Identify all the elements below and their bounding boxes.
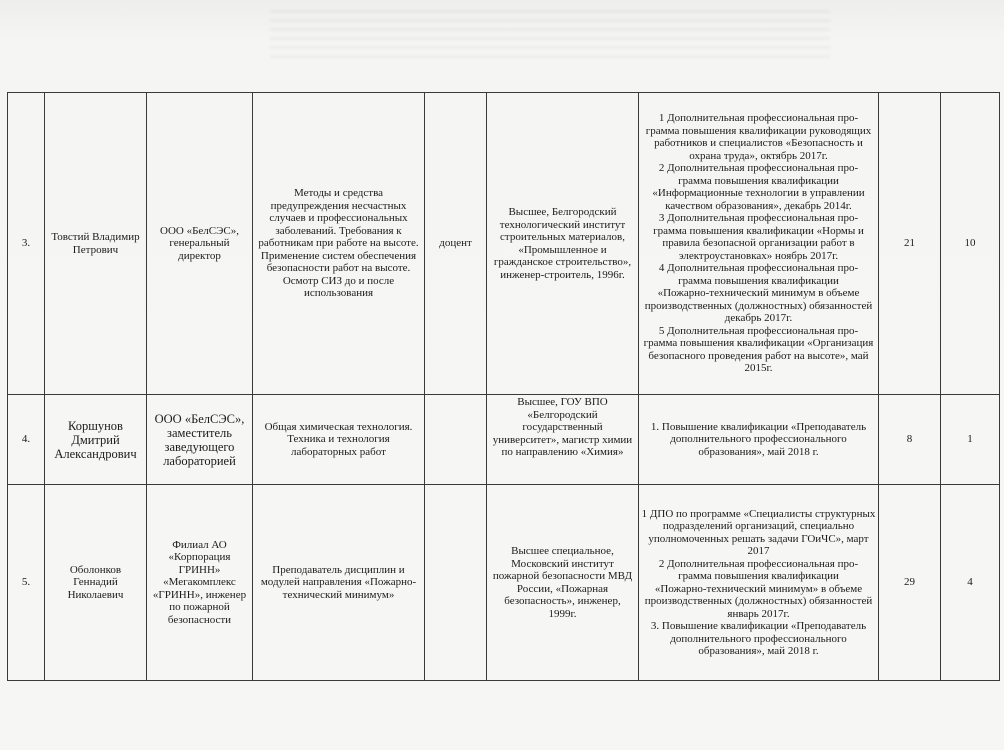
- workplace-position: ООО «БелСЭС», генеральный директор: [147, 93, 253, 395]
- teacher-name: Коршунов Дмитрий Александрович: [45, 395, 147, 485]
- teaching-experience: 10: [941, 93, 1000, 395]
- disciplines: Методы и средства предупреждения несчастных случаев и профессиональных заболеваний. Требования к работникам при работе на высоте. Применение систем обеспечения безопасности работ на высоте. Осмотр СИЗ до и после использования: [253, 93, 425, 395]
- qualification-upgrades: [639, 485, 879, 681]
- education: Высшее, ГОУ ВПО «Белгородский государственный университет», магистр химии по направлению «Химия»: [487, 395, 639, 485]
- academic-title: доцент: [425, 93, 487, 395]
- qualification-upgrades: [639, 395, 879, 485]
- qualification-text: 1. Повышение квалификации «Преподаватель дополнительного профессионального образования», май 2018 г.: [650, 420, 867, 458]
- table-row: [8, 485, 1000, 681]
- workplace-position: Филиал АО «Корпорация ГРИНН» «Мегакомплекс «ГРИНН», инженер по пожарной безопасности: [147, 485, 253, 681]
- teaching-experience: 4: [941, 485, 1000, 681]
- teacher-name: Оболонков Геннадий Николаевич: [45, 485, 147, 681]
- total-experience: 8: [879, 395, 941, 485]
- row-number: 5.: [8, 485, 45, 681]
- workplace-position: ООО «БелСЭС», заместитель заведующего лабораторией: [147, 395, 253, 485]
- staff-table: [7, 92, 1000, 681]
- education: Высшее специальное, Московский институт пожарной безопасности МВД России, «Пожарная безопасность», инженер, 1999г.: [487, 485, 639, 681]
- qualification-text: 1 Дополнительная профессиональная про- грамма повышения квалификации руководящих работников и специалистов «Безопасность и охрана труда», октябрь 2017г. 2 Дополнительная профессиональная про- грамма повышения квалификации «Информационные технологии в управлении качеством образования», декабрь 2014г. 3 Дополнительная профессиональная про- грамма повышения квалификации «Нормы и правила безопасной организации работ в электроустановках» ноябрь 2017г. 4 Дополнительная профессиональная про- грамма повышения квалификации «Пожарно-технический минимум в объеме производственных (должностных) обязанностей декабрь 2017г. 5 Дополнительная профессиональная про- грамма повышения квалификации «Организация безопасного проведения работ на высоте», май 2015г.: [643, 112, 874, 375]
- disciplines: Общая химическая технология. Техника и технология лабораторных работ: [253, 395, 425, 485]
- academic-title: [425, 395, 487, 485]
- education: Высшее, Белгородский технологический институт строительных материалов, «Промышленное и гражданское строительство», инженер-строитель, 1996г.: [487, 93, 639, 395]
- table-row: [8, 395, 1000, 485]
- qualification-text: 1 ДПО по программе «Специалисты структурных подразделений организаций, специально уполномоченных решать задачи ГОиЧС», март 2017 2 Дополнительная профессиональная про- грамма повышения квалификации «Пожарно-технический минимум» в объеме производственных (должностных) обязанностей январь 2017г. 3. Повышение квалификации «Преподаватель дополнительного профессионального образования», май 2018 г.: [641, 507, 876, 657]
- teaching-experience: 1: [941, 395, 1000, 485]
- academic-title: [425, 485, 487, 681]
- qualification-upgrades: [639, 93, 879, 395]
- disciplines: Преподаватель дисциплин и модулей направления «Пожарно-технический минимум»: [253, 485, 425, 681]
- total-experience: 21: [879, 93, 941, 395]
- total-experience: 29: [879, 485, 941, 681]
- table-row: [8, 93, 1000, 395]
- teacher-name: Товстий Владимир Петрович: [45, 93, 147, 395]
- bleed-through-text: [270, 10, 830, 60]
- row-number: 3.: [8, 93, 45, 395]
- row-number: 4.: [8, 395, 45, 485]
